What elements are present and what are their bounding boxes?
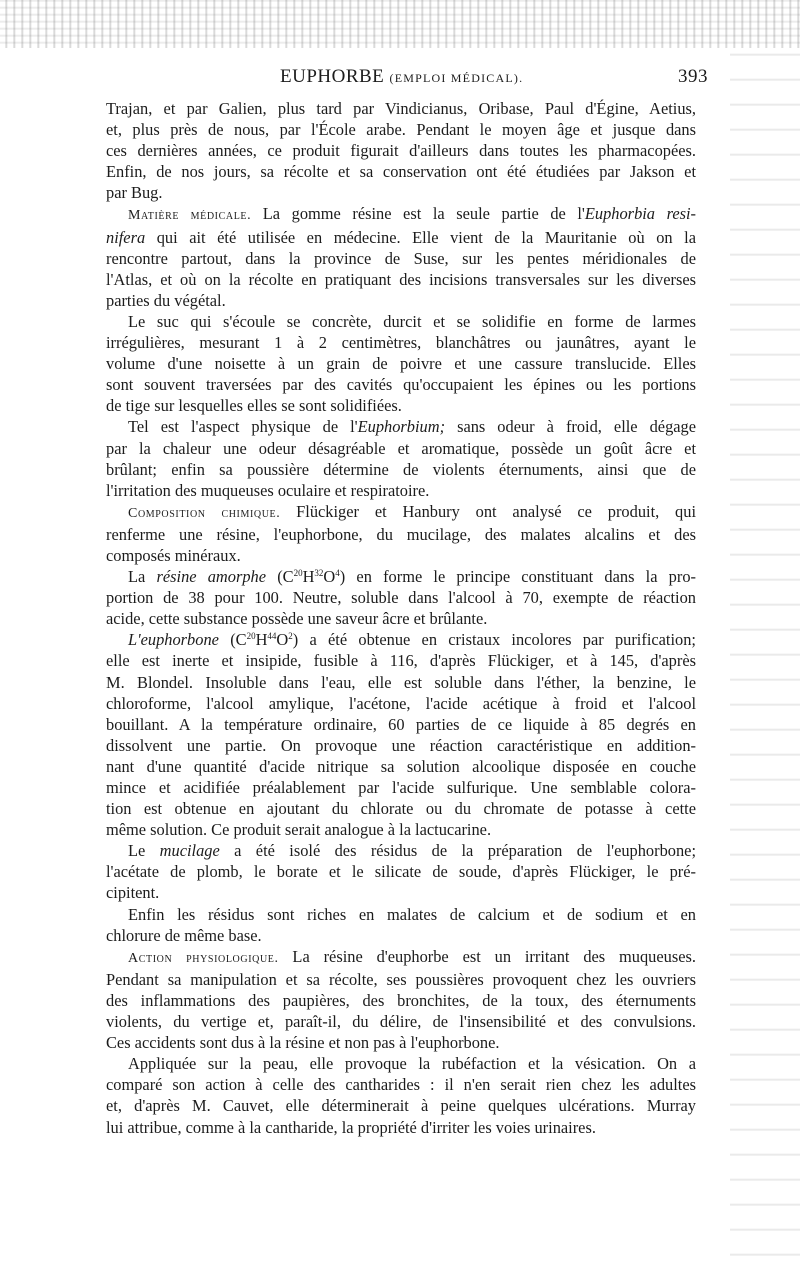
formula-sup: 44 — [267, 631, 277, 642]
text-line: chloroforme, l'alcool amylique, l'acétone, l'acide acétique à froid et l'alcool — [106, 693, 696, 713]
formula-part: ) — [339, 567, 346, 587]
text-line: parties du végétal. — [106, 290, 226, 310]
text-line: Enfin les résidus sont riches en malates de calcium et de sodium et en — [128, 904, 696, 924]
text-span: La — [128, 567, 157, 587]
section-heading-matiere-medicale: Matière médicale. — [128, 208, 252, 224]
text-line: elle est inerte et insipide, fusible à 116, d'après Flückiger, et à 145, d'après — [106, 651, 696, 671]
formula-part: H — [302, 567, 315, 587]
text-line — [106, 501, 696, 524]
text-line: Trajan, et par Galien, plus tard par Vindicianus, Oribase, Paul d'Égine, Aetius, — [106, 99, 696, 118]
text-line: Enfin, de nos jours, sa récolte et sa conservation ont été étudiées par Jakson et — [106, 162, 696, 182]
text-span: a été obtenue en cristaux incolores par purification; — [298, 630, 696, 650]
text-line: lui attribue, comme à la cantharide, la propriété d'irriter les voies urinaires. — [106, 1117, 596, 1137]
formula-part: ) — [292, 630, 299, 650]
text-span: qui ait été utilisée en médecine. Elle vient de la Mauritanie où on la — [145, 227, 696, 247]
text-line: comparé son action à celle des cantharides : il n'en serait rien chez les adultes — [106, 1075, 696, 1095]
text-line: l'irritation des muqueuses oculaire et respiratoire. — [106, 480, 430, 500]
formula-sup: 32 — [314, 568, 324, 579]
page-number: 393 — [678, 66, 708, 87]
text-line: violents, du vertige et, paraît-il, du délire, de l'insensibilité et des convulsions. — [106, 1012, 696, 1032]
text-line: et, d'après M. Cauvet, elle déterminerait à peine quelques ulcérations. Murray — [106, 1096, 696, 1116]
scan-noise-top — [0, 0, 800, 48]
text-line: Appliquée sur la peau, elle provoque la rubéfaction et la vésication. On a — [128, 1054, 696, 1074]
text-line — [106, 946, 696, 969]
text-line — [106, 203, 696, 226]
formula-part: (C — [277, 567, 294, 587]
text-span: La gomme résine est la seule partie de l' — [251, 204, 585, 224]
chemical-formula — [277, 567, 345, 586]
text-line: cipitent. — [106, 883, 160, 903]
text-line: nant d'une quantité d'acide nitrique sa solution alcoolique disposée en couche — [106, 756, 696, 776]
italic-term: résine amorphe — [156, 567, 266, 587]
formula-sup: 20 — [293, 568, 303, 579]
text-line — [106, 629, 696, 650]
text-line: composés minéraux. — [106, 545, 241, 565]
text-line: l'Atlas, et où on la récolte en pratiquant des incisions transversales sur les diverses — [106, 269, 696, 289]
text-line: des inflammations des paupières, des bronchites, de la toux, des éternuments — [106, 990, 696, 1010]
italic-term: nifera — [106, 227, 146, 247]
text-line: dissolvent une partie. On provoque une réaction caractéristique en addition- — [106, 735, 696, 755]
formula-part: H — [255, 630, 268, 650]
text-line: irrégulières, mesurant 1 à 2 centimètres, blanchâtres ou jaunâtres, ayant le — [106, 333, 696, 353]
text-line: Ces accidents sont dus à la résine et non pas à l'euphorbone. — [106, 1033, 500, 1053]
text-line — [106, 416, 696, 437]
formula-part: (C — [230, 630, 247, 650]
text-span: Flückiger et Hanbury ont analysé ce produit, qui — [280, 501, 697, 521]
formula-sup: 2 — [288, 631, 293, 642]
running-head — [280, 66, 523, 88]
italic-term: mucilage — [159, 841, 220, 861]
formula-part: O — [276, 630, 289, 650]
text-line: Pendant sa manipulation et sa récolte, ses poussières provoquent chez les ouvriers — [106, 969, 696, 989]
body-text — [106, 98, 696, 1138]
header-title: EUPHORBE — [280, 66, 385, 87]
text-line: même solution. Ce produit serait analogue à la lactucarine. — [106, 820, 492, 840]
text-line: sont souvent traversées par des cavités qu'occupaient les épines ou les portions — [106, 375, 696, 395]
text-line: l'acétate de plomb, le borate et le silicate de soude, d'après Flückiger, le pré- — [106, 862, 696, 882]
text-line: par Bug. — [106, 183, 163, 203]
text-line: de tige sur lesquelles elles se sont solidifiées. — [106, 396, 402, 416]
text-line: portion de 38 pour 100. Neutre, soluble dans l'alcool à 70, exempte de réaction — [106, 588, 696, 608]
text-line: acide, cette substance possède une saveur âcre et brûlante. — [106, 609, 488, 629]
text-line: rencontre partout, dans la province de Suse, sur les pentes méridionales de — [106, 248, 696, 268]
formula-sup: 20 — [246, 631, 256, 642]
text-line — [106, 840, 696, 861]
italic-term: Euphorbium; — [357, 417, 446, 437]
text-line — [106, 566, 696, 587]
formula-sup: 4 — [335, 568, 340, 579]
text-line: volume d'une noisette à un grain de poivre et une cassure translucide. Elles — [106, 354, 696, 374]
text-line: bouillant. A la température ordinaire, 60 parties de ce liquide à 85 degrés en — [106, 714, 696, 734]
text-line: par la chaleur une odeur désagréable et aromatique, possède un goût âcre et — [106, 438, 696, 458]
text-line: ces dernières années, ce produit figurait d'ailleurs dans toutes les pharmacopées. — [106, 141, 696, 161]
text-span: a été isolé des résidus de la préparation de l'euphorbone; — [219, 841, 696, 861]
text-line: tion est obtenue en ajoutant du chlorate ou du chromate de potasse à cette — [106, 799, 696, 819]
text-span: Le — [128, 841, 160, 861]
text-span: sans odeur à froid, elle dégage — [445, 417, 697, 437]
scan-noise-right — [730, 40, 800, 1278]
section-heading-composition-chimique: Composition chimique. — [128, 505, 281, 521]
text-line: M. Blondel. Insoluble dans l'eau, elle est soluble dans l'éther, la benzine, le — [106, 672, 696, 692]
text-span: en forme le principe constituant dans la pro- — [345, 567, 696, 587]
text-line: brûlant; enfin sa poussière détermine de violents éternuments, ainsi que de — [106, 459, 696, 479]
text-line: et, plus près de nous, par l'École arabe. Pendant le moyen âge et jusque dans — [106, 120, 696, 140]
formula-part: O — [323, 567, 336, 587]
italic-term: L'euphorbone — [128, 630, 219, 650]
text-span: La résine d'euphorbe est un irritant des muqueuses. — [278, 946, 696, 966]
chemical-formula — [230, 630, 298, 649]
text-line: Le suc qui s'écoule se concrète, durcit et se solidifie en forme de larmes — [128, 311, 696, 331]
text-line: chlorure de même base. — [106, 925, 262, 945]
page-header — [108, 66, 708, 92]
text-line — [106, 227, 696, 248]
italic-term: Euphorbia resi- — [584, 204, 697, 224]
section-heading-action-physiologique: Action physiologique. — [128, 950, 279, 966]
text-line: renferme une résine, l'euphorbone, du mucilage, des malates alcalins et des — [106, 524, 696, 544]
text-line: mince et acidifiée préalablement par l'acide sulfurique. Une semblable colora- — [106, 778, 696, 797]
header-subtitle: (EMPLOI MÉDICAL). — [389, 71, 524, 85]
text-span: Tel est l'aspect physique de l' — [128, 417, 358, 437]
